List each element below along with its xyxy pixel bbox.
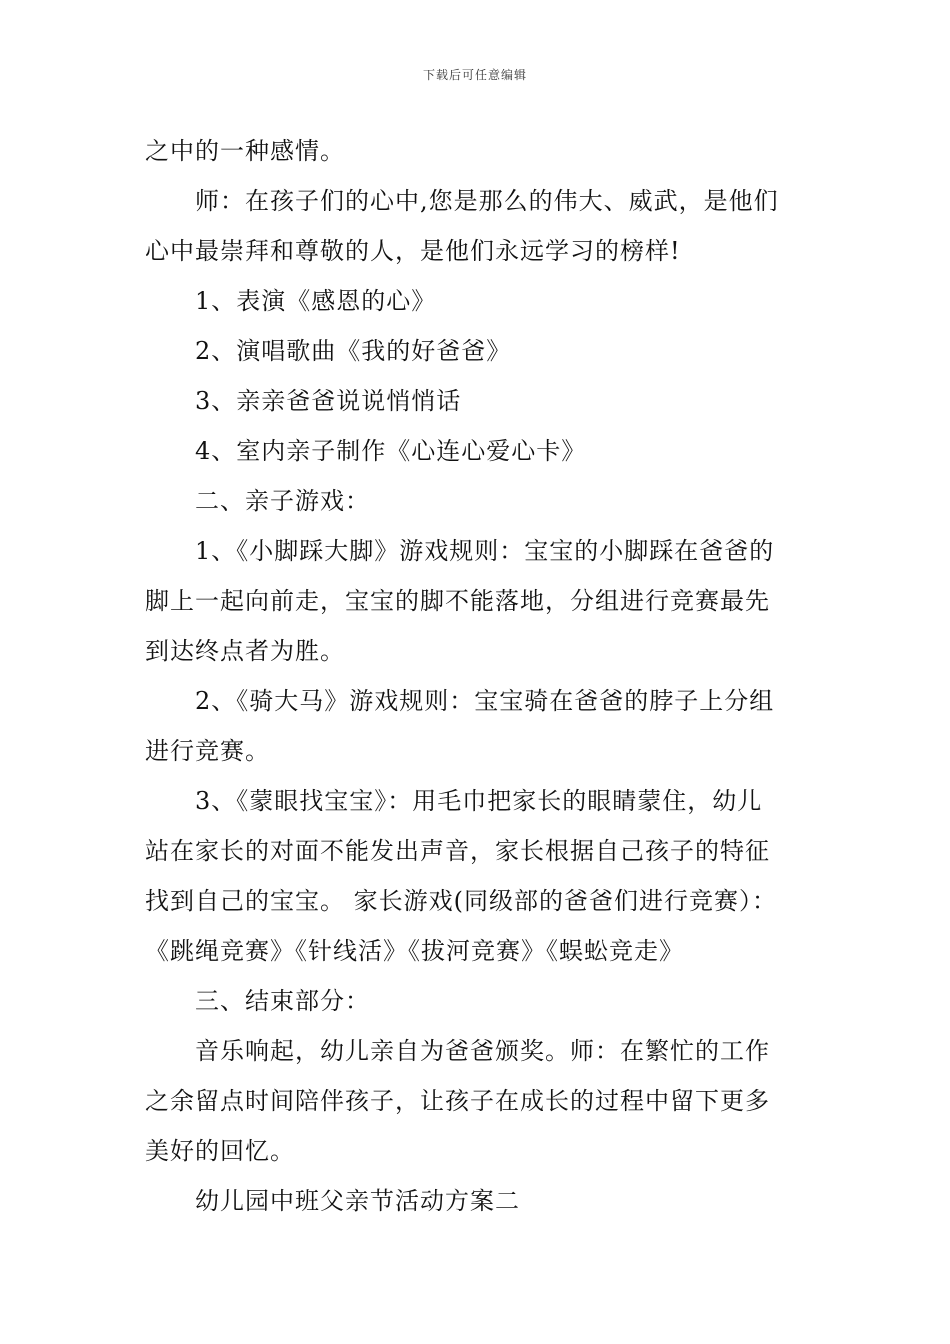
text-line-13: 进行竞赛。 — [145, 737, 270, 765]
page-header: 下载后可任意编辑 — [422, 68, 527, 82]
text-line-10: 脚上一起向前走，宝宝的脚不能落地，分组进行竞赛最先 — [145, 587, 770, 615]
text-line-2: 师：在孩子们的心中,您是那么的伟大、威武，是他们 — [195, 187, 779, 215]
text-line-9: 1、《小脚踩大脚》游戏规则：宝宝的小脚踩在爸爸的 — [195, 537, 775, 565]
text-line-14: 3、《蒙眼找宝宝》：用毛巾把家长的眼睛蒙住，幼儿 — [195, 787, 763, 815]
text-line-12: 2、《骑大马》游戏规则：宝宝骑在爸爸的脖子上分组 — [195, 687, 775, 715]
section-heading-games: 二、亲子游戏： — [195, 487, 370, 515]
text-line-1: 之中的一种感情。 — [145, 137, 345, 165]
text-line-19: 音乐响起，幼儿亲自为爸爸颁奖。师：在繁忙的工作 — [195, 1037, 770, 1065]
text-line-5: 2、演唱歌曲《我的好爸爸》 — [195, 337, 512, 365]
text-line-16: 找到自己的宝宝。 家长游戏(同级部的爸爸们进行竞赛）： — [145, 887, 777, 915]
text-line-20: 之余留点时间陪伴孩子，让孩子在成长的过程中留下更多 — [145, 1087, 770, 1115]
text-line-11: 到达终点者为胜。 — [145, 637, 345, 665]
text-line-17: 《跳绳竞赛》《针线活》《拔河竞赛》《蜈蚣竞走》 — [145, 937, 684, 965]
text-line-3: 心中最崇拜和尊敬的人，是他们永远学习的榜样! — [145, 237, 681, 265]
text-line-6: 3、亲亲爸爸说说悄悄话 — [195, 387, 462, 415]
document-body — [145, 126, 817, 1226]
text-line-7: 4、室内亲子制作《心连心爱心卡》 — [195, 437, 587, 465]
section-heading-ending: 三、结束部分： — [195, 987, 370, 1015]
text-line-15: 站在家长的对面不能发出声音，家长根据自己孩子的特征 — [145, 837, 770, 865]
text-line-4: 1、表演《感恩的心》 — [195, 287, 437, 315]
text-line-21: 美好的回忆。 — [145, 1137, 295, 1165]
section-title-plan-two: 幼儿园中班父亲节活动方案二 — [195, 1187, 520, 1215]
